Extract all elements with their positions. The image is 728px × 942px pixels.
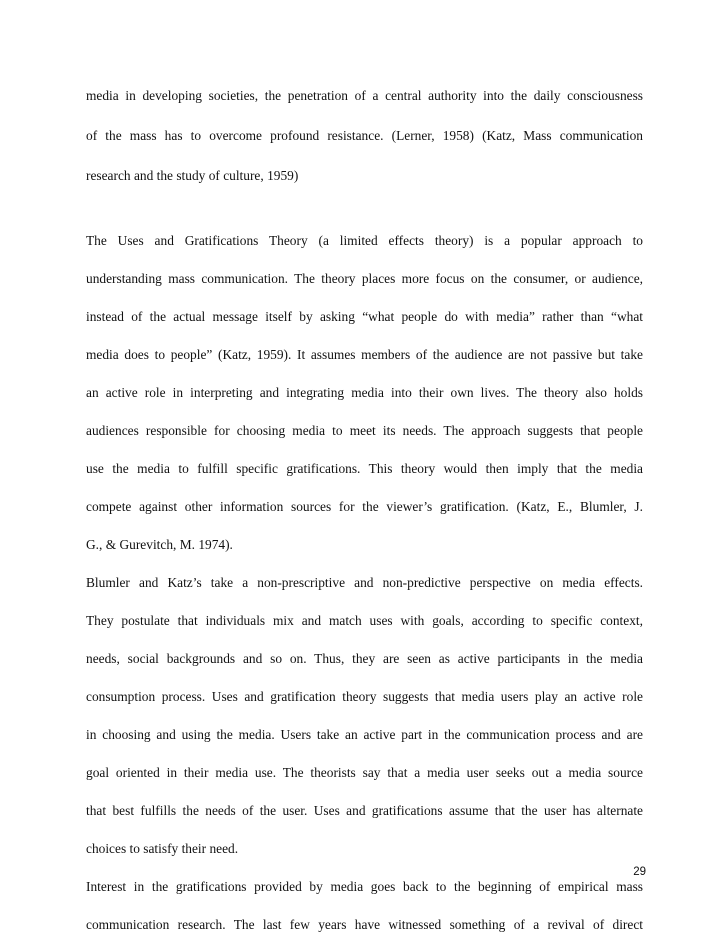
text-line: consumption process. Uses and gratification theory suggests that media users play an active role bbox=[86, 689, 643, 704]
text-line: communication research. The last few years have witnessed something of a revival of direct bbox=[86, 917, 643, 932]
text-line: The Uses and Gratifications Theory (a limited effects theory) is a popular approach to bbox=[86, 233, 643, 248]
text-line: needs, social backgrounds and so on. Thus, they are seen as active participants in the media bbox=[86, 651, 643, 666]
text-line: audiences responsible for choosing media to meet its needs. The approach suggests that people bbox=[86, 423, 643, 438]
text-line: They postulate that individuals mix and match uses with goals, according to specific context, bbox=[86, 613, 643, 628]
text-line: compete against other information sources for the viewer’s gratification. (Katz, E., Blumler, J. bbox=[86, 499, 643, 514]
text-line: media does to people” (Katz, 1959). It assumes members of the audience are not passive but take bbox=[86, 347, 643, 362]
text-line: in choosing and using the media. Users take an active part in the communication process and are bbox=[86, 727, 643, 742]
text-line: of the mass has to overcome profound resistance. (Lerner, 1958) (Katz, Mass communication bbox=[86, 128, 643, 143]
text-line: instead of the actual message itself by asking “what people do with media” rather than “what bbox=[86, 309, 643, 324]
text-line: G., & Gurevitch, M. 1974). bbox=[86, 537, 233, 552]
text-line: that best fulfills the needs of the user. Uses and gratifications assume that the user has alternate bbox=[86, 803, 643, 818]
text-line: media in developing societies, the penetration of a central authority into the daily consciousness bbox=[86, 88, 643, 103]
text-line: understanding mass communication. The theory places more focus on the consumer, or audience, bbox=[86, 271, 643, 286]
text-line: goal oriented in their media use. The theorists say that a media user seeks out a media source bbox=[86, 765, 643, 780]
text-line: choices to satisfy their need. bbox=[86, 841, 239, 856]
text-line: an active role in interpreting and integrating media into their own lives. The theory also holds bbox=[86, 385, 643, 400]
text-line: use the media to fulfill specific gratifications. This theory would then imply that the media bbox=[86, 461, 643, 476]
page-number: 29 bbox=[633, 866, 646, 878]
text-line: Interest in the gratifications provided by media goes back to the beginning of empirical mass bbox=[86, 879, 643, 894]
text-line: research and the study of culture, 1959) bbox=[86, 168, 299, 183]
text-line: Blumler and Katz’s take a non-prescriptive and non-predictive perspective on media effects. bbox=[86, 575, 643, 590]
